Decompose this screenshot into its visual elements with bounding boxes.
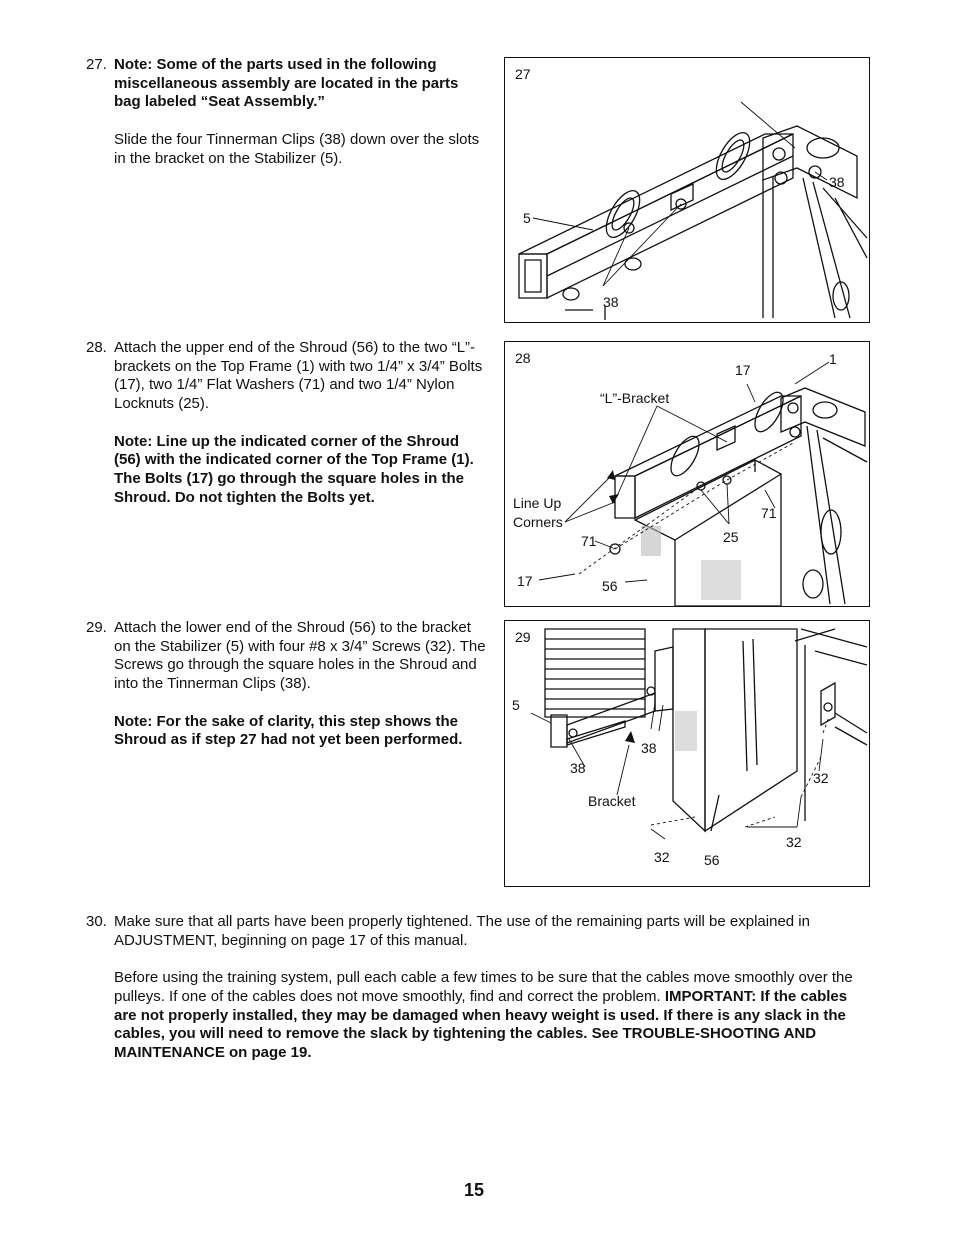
label-screw-right-bottom: 32: [786, 834, 802, 850]
label-washer-left: 71: [581, 533, 597, 549]
figure-number: 28: [515, 350, 531, 366]
step-number: 28.: [86, 339, 107, 356]
figure-29: [504, 620, 870, 887]
figure-27-drawing: [505, 58, 871, 324]
step-note: Note: Line up the indicated corner of the Shroud (56) with the indicated corner of the Top Frame (1). The Bolts (17) go through the square holes in the Shroud. Do not tighten the Bolts yet.: [114, 432, 474, 506]
label-clip-right: 38: [641, 740, 657, 756]
label-line-up: Line Up: [513, 495, 562, 511]
step-note: Note: Some of the parts used in the following miscellaneous assembly are located in the parts bag labeled “Seat Assembly.”: [114, 56, 459, 111]
step-number: 29.: [86, 619, 107, 636]
step-number: 30.: [86, 913, 107, 930]
label-bolt-top: 17: [735, 362, 751, 378]
step-text-2: Before using the training system, pull each cable a few times to be sure that the cables move smoothly over the pulleys. If one of the cables does not move smoothly, find and correct the problem. IMPORTANT: If the cables are not properly installed, they may be damaged when heavy weight is used. If there is any slack in the cables, you will need to remove the slack by tightening the cables. See TROUBLE-SHOOTING AND MAINTENANCE on page 19.: [114, 969, 853, 1061]
label-locknut: 25: [723, 529, 739, 545]
figure-number: 29: [515, 629, 531, 645]
label-top-frame: 1: [829, 351, 837, 367]
label-stabilizer: 5: [523, 210, 531, 226]
page-number: 15: [464, 1180, 485, 1200]
step-text: Make sure that all parts have been properly tightened. The use of the remaining parts will be explained in ADJUSTMENT, beginning on page 17 of this manual.: [114, 913, 810, 949]
label-bolt-bottom: 17: [517, 573, 533, 589]
step-text: Attach the lower end of the Shroud (56) to the bracket on the Stabilizer (5) with four #8 x 3/4” Screws (32). The Screws go through the square holes in the Shroud and into the Tinnerman Clips (38).: [114, 619, 486, 693]
label-screw-bottom: 32: [654, 849, 670, 865]
label-shroud: 56: [704, 852, 720, 868]
step-text: Slide the four Tinnerman Clips (38) down over the slots in the bracket on the Stabilizer (5).: [114, 130, 480, 167]
label-l-bracket: “L”-Bracket: [600, 390, 670, 406]
label-stabilizer: 5: [512, 697, 520, 713]
step-note: Note: For the sake of clarity, this step shows the Shroud as if step 27 had not yet been performed.: [114, 712, 463, 749]
figure-27: [504, 57, 870, 323]
label-screw-right-top: 32: [813, 770, 829, 786]
label-shroud: 56: [602, 578, 618, 594]
figure-28: [504, 341, 870, 607]
figure-28-drawing: [505, 342, 871, 608]
step-text: Attach the upper end of the Shroud (56) to the two “L”-brackets on the Top Frame (1) with two 1/4” x 3/4” Bolts (17), two 1/4” Flat Washers (71) and two 1/4” Nylon Locknuts (25).: [114, 339, 483, 413]
label-bracket: Bracket: [588, 793, 636, 809]
figure-number: 27: [515, 66, 531, 82]
figure-29-drawing: [505, 621, 871, 888]
label-washer-right: 71: [761, 505, 777, 521]
label-clip-left: 38: [570, 760, 586, 776]
label-corners: Corners: [513, 514, 563, 530]
step-number: 27.: [86, 56, 107, 73]
label-clips-top: 38: [829, 174, 845, 190]
label-clips-bottom: 38: [603, 294, 619, 310]
